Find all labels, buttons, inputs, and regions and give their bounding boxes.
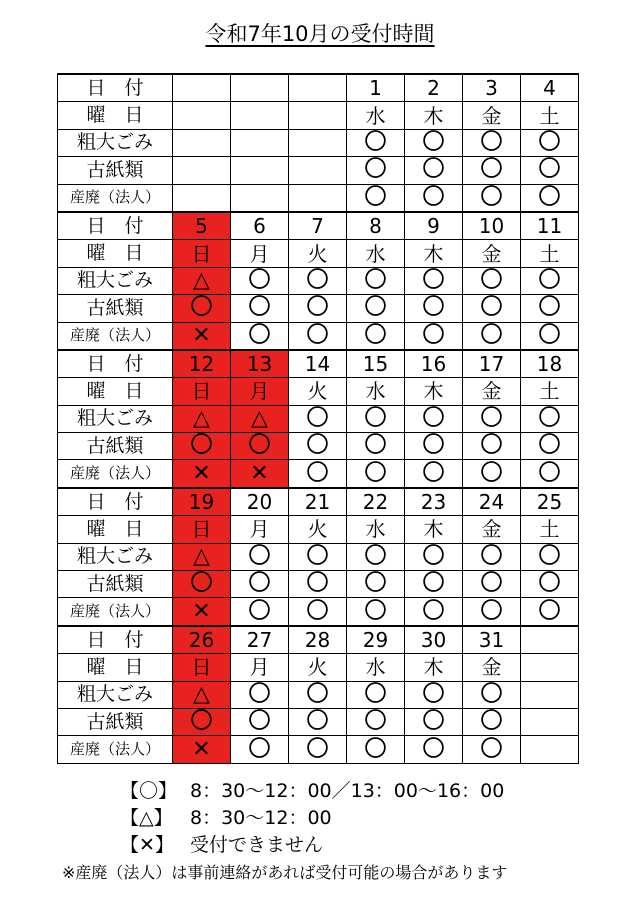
row-label: 古紙類 (58, 571, 173, 598)
status-cell: 〇 (289, 322, 347, 350)
status-cell: 〇 (347, 433, 405, 460)
weekday-row (58, 516, 579, 543)
bulky-waste-row (58, 405, 579, 432)
date-cell: 10 (463, 212, 521, 240)
date-cell: 28 (289, 626, 347, 654)
weekday-cell: 水 (347, 102, 405, 129)
legend-row-available (120, 778, 504, 805)
status-cell: 〇 (405, 405, 463, 432)
weekday-cell: 火 (289, 240, 347, 267)
status-cell: 〇 (405, 267, 463, 294)
status-cell: ✕ (173, 460, 231, 488)
weekday-cell (231, 102, 289, 129)
status-cell: 〇 (463, 681, 521, 708)
industrial-waste-row (58, 184, 579, 212)
date-cell: 29 (347, 626, 405, 654)
status-cell (173, 129, 231, 156)
status-cell: 〇 (405, 598, 463, 626)
weekday-cell: 火 (289, 654, 347, 681)
paper-row (58, 433, 579, 460)
status-cell: 〇 (347, 322, 405, 350)
status-cell: 〇 (289, 267, 347, 294)
date-cell: 9 (405, 212, 463, 240)
industrial-waste-row (58, 598, 579, 626)
status-cell: ✕ (173, 598, 231, 626)
schedule-table-body (58, 74, 579, 763)
status-cell: 〇 (347, 543, 405, 570)
status-cell: 〇 (289, 433, 347, 460)
status-cell: △ (173, 681, 231, 708)
status-cell: 〇 (463, 571, 521, 598)
row-label: 古紙類 (58, 433, 173, 460)
status-cell: 〇 (405, 157, 463, 184)
status-cell: 〇 (521, 267, 579, 294)
weekday-cell: 月 (231, 378, 289, 405)
status-cell: ✕ (173, 736, 231, 763)
weekday-cell: 木 (405, 240, 463, 267)
status-cell: 〇 (347, 598, 405, 626)
status-cell: △ (173, 543, 231, 570)
status-cell: 〇 (463, 708, 521, 735)
status-cell: 〇 (231, 433, 289, 460)
status-cell: 〇 (173, 708, 231, 735)
weekday-row (58, 240, 579, 267)
date-cell: 1 (347, 74, 405, 102)
status-cell: 〇 (463, 598, 521, 626)
row-label: 産廃（法人） (58, 736, 173, 763)
status-cell: 〇 (347, 571, 405, 598)
status-cell: 〇 (521, 184, 579, 212)
date-cell: 21 (289, 488, 347, 516)
date-cell: 25 (521, 488, 579, 516)
status-cell: 〇 (289, 405, 347, 432)
row-label: 粗大ごみ (58, 129, 173, 156)
weekday-cell: 土 (521, 240, 579, 267)
paper-row (58, 295, 579, 322)
status-cell: 〇 (289, 681, 347, 708)
date-row (58, 212, 579, 240)
status-cell (521, 708, 579, 735)
date-cell: 13 (231, 350, 289, 378)
status-cell: 〇 (521, 598, 579, 626)
legend (120, 778, 504, 859)
date-cell: 6 (231, 212, 289, 240)
industrial-waste-row (58, 322, 579, 350)
status-cell: 〇 (289, 571, 347, 598)
status-cell: 〇 (289, 598, 347, 626)
weekday-cell (521, 654, 579, 681)
status-cell: 〇 (173, 571, 231, 598)
weekday-cell: 木 (405, 378, 463, 405)
legend-key: 【〇】 (120, 780, 178, 802)
date-cell (521, 626, 579, 654)
status-cell: 〇 (463, 129, 521, 156)
weekday-row (58, 378, 579, 405)
status-cell: 〇 (231, 598, 289, 626)
status-cell: ✕ (173, 322, 231, 350)
weekday-cell: 月 (231, 240, 289, 267)
status-cell: 〇 (173, 295, 231, 322)
status-cell (521, 736, 579, 763)
bulky-waste-row (58, 543, 579, 570)
row-label: 曜 日 (58, 654, 173, 681)
row-label: 日 付 (58, 212, 173, 240)
date-cell: 14 (289, 350, 347, 378)
weekday-cell: 日 (173, 378, 231, 405)
date-cell: 11 (521, 212, 579, 240)
date-cell (231, 74, 289, 102)
status-cell: 〇 (347, 405, 405, 432)
status-cell: 〇 (405, 129, 463, 156)
weekday-cell: 土 (521, 378, 579, 405)
row-label: 曜 日 (58, 516, 173, 543)
date-cell: 7 (289, 212, 347, 240)
date-cell: 3 (463, 74, 521, 102)
weekday-cell: 火 (289, 516, 347, 543)
status-cell: △ (173, 267, 231, 294)
row-label: 産廃（法人） (58, 460, 173, 488)
schedule-table (57, 73, 579, 764)
status-cell: 〇 (289, 543, 347, 570)
status-cell: 〇 (521, 405, 579, 432)
status-cell (173, 184, 231, 212)
weekday-cell: 日 (173, 654, 231, 681)
status-cell: 〇 (347, 267, 405, 294)
status-cell: 〇 (463, 736, 521, 763)
date-cell: 24 (463, 488, 521, 516)
status-cell: 〇 (463, 405, 521, 432)
weekday-cell: 金 (463, 240, 521, 267)
bulky-waste-row (58, 267, 579, 294)
status-cell: 〇 (521, 433, 579, 460)
row-label: 曜 日 (58, 102, 173, 129)
footnote: ※産廃（法人）は事前連絡があれば受付可能の場合があります (62, 863, 508, 882)
status-cell: 〇 (347, 736, 405, 763)
weekday-cell (289, 102, 347, 129)
status-cell: 〇 (173, 433, 231, 460)
date-cell: 26 (173, 626, 231, 654)
date-row (58, 626, 579, 654)
weekday-cell: 日 (173, 240, 231, 267)
weekday-cell: 木 (405, 102, 463, 129)
weekday-row (58, 102, 579, 129)
status-cell: 〇 (521, 157, 579, 184)
date-cell: 17 (463, 350, 521, 378)
weekday-cell: 金 (463, 516, 521, 543)
status-cell: 〇 (405, 571, 463, 598)
status-cell: 〇 (405, 295, 463, 322)
row-label: 日 付 (58, 74, 173, 102)
status-cell: 〇 (347, 129, 405, 156)
status-cell: 〇 (405, 681, 463, 708)
status-cell: △ (231, 405, 289, 432)
date-cell (289, 74, 347, 102)
status-cell: 〇 (347, 295, 405, 322)
weekday-row (58, 654, 579, 681)
page-title-text: 令和7年10月の受付時間 (205, 22, 435, 46)
weekday-cell: 月 (231, 516, 289, 543)
status-cell: 〇 (463, 184, 521, 212)
row-label: 粗大ごみ (58, 543, 173, 570)
weekday-cell: 木 (405, 654, 463, 681)
date-cell: 2 (405, 74, 463, 102)
status-cell: 〇 (231, 571, 289, 598)
weekday-cell: 木 (405, 516, 463, 543)
status-cell: 〇 (463, 433, 521, 460)
status-cell (231, 129, 289, 156)
bulky-waste-row (58, 681, 579, 708)
status-cell: 〇 (231, 295, 289, 322)
date-cell: 18 (521, 350, 579, 378)
date-cell: 16 (405, 350, 463, 378)
status-cell: 〇 (463, 460, 521, 488)
row-label: 産廃（法人） (58, 598, 173, 626)
row-label: 産廃（法人） (58, 322, 173, 350)
status-cell: 〇 (521, 571, 579, 598)
status-cell: 〇 (521, 543, 579, 570)
row-label: 曜 日 (58, 378, 173, 405)
status-cell: 〇 (347, 460, 405, 488)
status-cell: 〇 (521, 460, 579, 488)
weekday-cell: 火 (289, 378, 347, 405)
weekday-cell: 金 (463, 654, 521, 681)
status-cell: 〇 (405, 460, 463, 488)
industrial-waste-row (58, 736, 579, 763)
weekday-cell: 月 (231, 654, 289, 681)
weekday-cell: 水 (347, 378, 405, 405)
status-cell: 〇 (231, 322, 289, 350)
date-row (58, 350, 579, 378)
status-cell: 〇 (521, 129, 579, 156)
status-cell (289, 157, 347, 184)
status-cell: 〇 (463, 322, 521, 350)
status-cell (289, 129, 347, 156)
weekday-cell: 日 (173, 516, 231, 543)
bulky-waste-row (58, 129, 579, 156)
status-cell: 〇 (463, 543, 521, 570)
row-label: 曜 日 (58, 240, 173, 267)
weekday-cell: 水 (347, 654, 405, 681)
row-label: 日 付 (58, 488, 173, 516)
status-cell: 〇 (231, 736, 289, 763)
weekday-cell: 土 (521, 516, 579, 543)
status-cell: 〇 (347, 681, 405, 708)
status-cell: 〇 (405, 184, 463, 212)
status-cell: ✕ (231, 460, 289, 488)
status-cell (289, 184, 347, 212)
status-cell: 〇 (347, 157, 405, 184)
weekday-cell: 金 (463, 102, 521, 129)
legend-text: 8：30～12：00／13：00～16：00 (190, 780, 505, 802)
date-cell: 20 (231, 488, 289, 516)
weekday-cell: 水 (347, 516, 405, 543)
industrial-waste-row (58, 460, 579, 488)
row-label: 粗大ごみ (58, 681, 173, 708)
legend-key: 【△】 (120, 807, 173, 829)
status-cell: 〇 (463, 267, 521, 294)
status-cell: △ (173, 405, 231, 432)
status-cell: 〇 (521, 295, 579, 322)
status-cell: 〇 (405, 433, 463, 460)
paper-row (58, 571, 579, 598)
weekday-cell: 土 (521, 102, 579, 129)
status-cell: 〇 (231, 543, 289, 570)
status-cell: 〇 (405, 322, 463, 350)
status-cell: 〇 (289, 708, 347, 735)
status-cell: 〇 (231, 681, 289, 708)
row-label: 古紙類 (58, 708, 173, 735)
date-cell: 19 (173, 488, 231, 516)
status-cell: 〇 (405, 543, 463, 570)
date-cell: 4 (521, 74, 579, 102)
status-cell: 〇 (289, 736, 347, 763)
status-cell: 〇 (463, 157, 521, 184)
date-cell: 8 (347, 212, 405, 240)
row-label: 粗大ごみ (58, 405, 173, 432)
page-title (0, 18, 640, 48)
legend-text: 受付できません (190, 834, 324, 856)
status-cell (231, 184, 289, 212)
row-label: 古紙類 (58, 295, 173, 322)
date-row (58, 488, 579, 516)
paper-row (58, 708, 579, 735)
date-cell: 22 (347, 488, 405, 516)
row-label: 古紙類 (58, 157, 173, 184)
legend-text: 8：30～12：00 (190, 807, 332, 829)
date-cell: 5 (173, 212, 231, 240)
date-cell (173, 74, 231, 102)
weekday-cell: 水 (347, 240, 405, 267)
status-cell: 〇 (231, 708, 289, 735)
status-cell: 〇 (405, 736, 463, 763)
legend-key: 【✕】 (120, 834, 174, 856)
status-cell: 〇 (463, 295, 521, 322)
status-cell: 〇 (347, 708, 405, 735)
status-cell (231, 157, 289, 184)
date-cell: 27 (231, 626, 289, 654)
row-label: 日 付 (58, 350, 173, 378)
status-cell (173, 157, 231, 184)
row-label: 日 付 (58, 626, 173, 654)
row-label: 粗大ごみ (58, 267, 173, 294)
date-row (58, 74, 579, 102)
date-cell: 30 (405, 626, 463, 654)
status-cell: 〇 (405, 708, 463, 735)
date-cell: 23 (405, 488, 463, 516)
status-cell: 〇 (347, 184, 405, 212)
date-cell: 31 (463, 626, 521, 654)
date-cell: 12 (173, 350, 231, 378)
weekday-cell (173, 102, 231, 129)
legend-row-closed (120, 832, 504, 859)
status-cell: 〇 (289, 295, 347, 322)
date-cell: 15 (347, 350, 405, 378)
status-cell: 〇 (521, 322, 579, 350)
status-cell: 〇 (289, 460, 347, 488)
legend-row-morning-only (120, 805, 504, 832)
status-cell: 〇 (231, 267, 289, 294)
weekday-cell: 金 (463, 378, 521, 405)
row-label: 産廃（法人） (58, 184, 173, 212)
paper-row (58, 157, 579, 184)
status-cell (521, 681, 579, 708)
